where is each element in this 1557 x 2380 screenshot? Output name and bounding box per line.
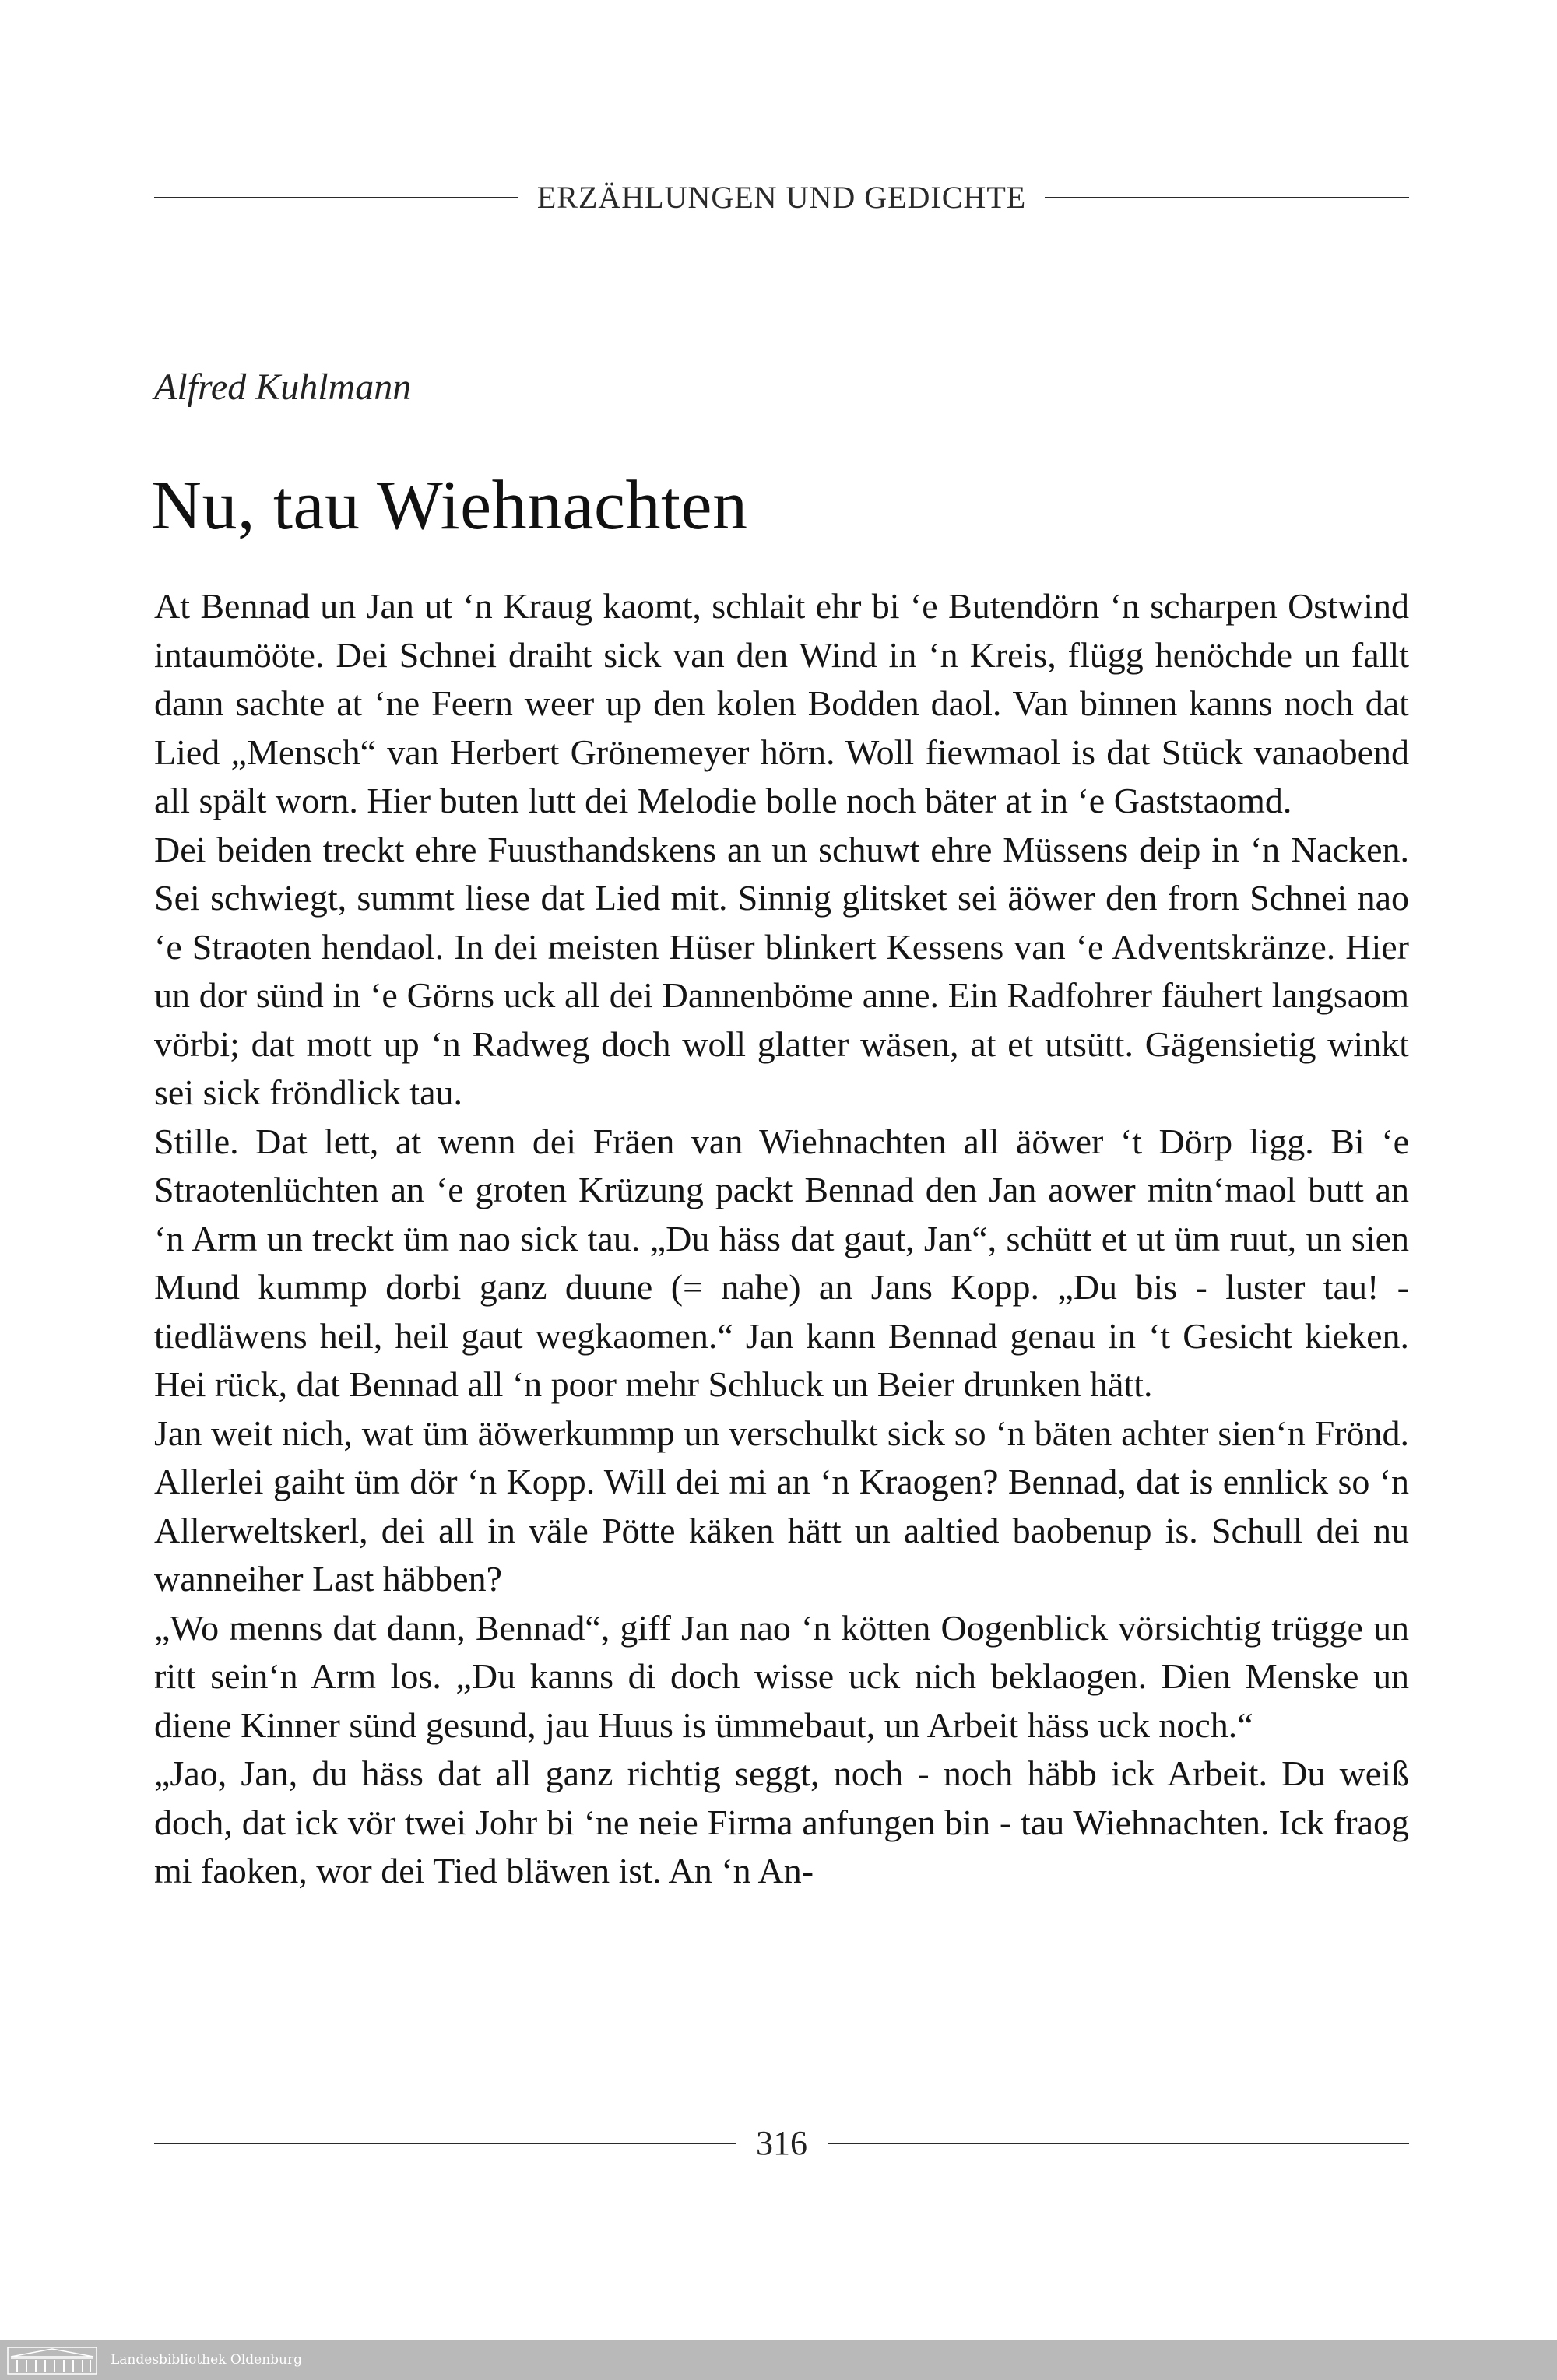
paragraph: Stille. Dat lett, at wenn dei Fräen van Wiehnachten all äöwer ‘t Dörp ligg. Bi ‘e Straotenlüchten an ‘e groten Krüzung packt Bennad den Jan aower mitn‘maol butt an ‘n Arm un treckt üm nao sick tau. „Du häss dat gaut, Jan“, schütt et ut üm ruut, un sien Mund kummp dorbi ganz duune (= nahe) an Jans Kopp. „Du bis - luster tau! - tiedläwens heil, heil gaut wegkaomen.“ Jan kann Bennad genau in ‘t Gesicht kieken. Hei rück, dat Bennad all ‘n poor mehr Schluck un Beier drunken hätt. [154,1121,1409,1404]
paragraph: „Jao, Jan, du häss dat all ganz richtig seggt, noch - noch häbb ick Arbeit. Du weiß doch, dat ick vör twei Johr bi ‘ne neie Firma anfungen bin - tau Wiehnachten. Ick fraog mi faoken, wor dei Tied bläwen ist. An ‘n An- [154,1753,1409,1890]
library-name: Landesbibliothek Oldenburg [111,2352,303,2368]
footer-rule-left [154,2143,736,2144]
header-rule-right [1045,197,1409,198]
paragraph: Dei beiden treckt ehre Fuusthandskens an un schuwt ehre Müssens deip in ‘n Nacken. Sei schwiegt, summt liese dat Lied mit. Sinnig glitsket sei äöwer den frorn Schnei nao ‘e Straoten hendaol. In dei meisten Hüser blinkert Kessens van ‘e Adventskränze. Hier un dor sünd in ‘e Görns uck all dei Dannenböme anne. Ein Radfohrer fäuhert langsaom vörbi; dat mott up ‘n Radweg doch woll glatter wäsen, at et utsütt. Gägensietig winkt sei sick fröndlick tau. [154,829,1409,1112]
author-name: Alfred Kuhlmann [154,367,412,408]
library-building-icon [6,2344,98,2375]
story-title: Nu, tau Wiehnachten [151,467,748,544]
paragraph: „Wo menns dat dann, Bennad“, giff Jan nao ‘n kötten Oogenblick vörsichtig trügge un ritt sein‘n Arm los. „Du kanns di doch wisse uck nich beklaogen. Dien Menske un diene Kinner sünd gesund, jau Huus is ümmebaut, un Arbeit häss uck noch.“ [154,1607,1409,1745]
paragraph: At Bennad un Jan ut ‘n Kraug kaomt, schlait ehr bi ‘e Butendörn ‘n scharpen Ostwind intaumööte. Dei Schnei draiht sick van den Wind in ‘n Kreis, flügg henöchde un fallt dann sachte at ‘ne Feern weer up den kolen Bodden daol. Van binnen kanns noch dat Lied „Mensch“ van Herbert Grönemeyer hörn. Woll fiewmaol is dat Stück vanaobend all spält worn. Hier buten lutt dei Melodie bolle noch bäter at in ‘e Gaststaomd. [154,586,1409,820]
section-title: ERZÄHLUNGEN UND GEDICHTE [536,180,1027,215]
story-body [154,582,1409,1896]
page-footer [154,2123,1409,2163]
page-number: 316 [756,2124,807,2162]
paragraph: Jan weit nich, wat üm äöwerkummp un verschulkt sick so ‘n bäten achter sien‘n Frönd. Allerlei gaiht üm dör ‘n Kopp. Will dei mi an ‘n Kraogen? Bennad, dat is ennlick so ‘n Allerweltskerl, dei all in väle Pötte käken hätt un aaltied baobenup is. Schull dei nu wanneiher Last häbben? [154,1413,1409,1599]
library-banner [0,2340,1557,2380]
header-rule-left [154,197,518,198]
running-header [154,179,1409,216]
footer-rule-right [828,2143,1409,2144]
